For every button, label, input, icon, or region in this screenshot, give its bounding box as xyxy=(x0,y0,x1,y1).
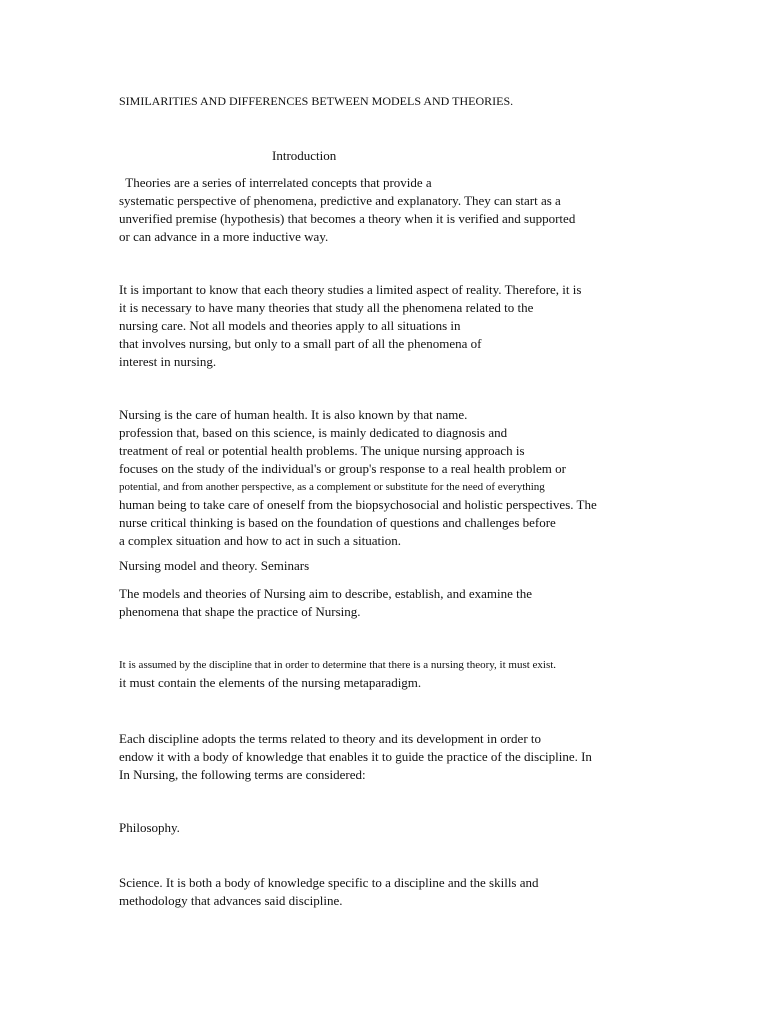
paragraph-line: The models and theories of Nursing aim to describe, establish, and examine the xyxy=(119,586,532,601)
paragraph-line: nurse critical thinking is based on the foundation of questions and challenges before xyxy=(119,515,556,530)
introduction-heading: Introduction xyxy=(272,148,337,163)
paragraph-line: focuses on the study of the individual's or group's response to a real health problem or xyxy=(119,461,566,476)
paragraph-line: Nursing is the care of human health. It is also known by that name. xyxy=(119,407,468,422)
document-title: SIMILARITIES AND DIFFERENCES BETWEEN MODELS AND THEORIES. xyxy=(119,94,514,108)
paragraph-line: Each discipline adopts the terms related to theory and its development in order to xyxy=(119,731,542,746)
paragraph-line: interest in nursing. xyxy=(119,354,217,369)
paragraph-philosophy: Philosophy. xyxy=(119,820,180,835)
paragraph-theories xyxy=(119,174,575,246)
paragraph-metaparadigm xyxy=(119,656,556,692)
paragraph-line: endow it with a body of knowledge that enables it to guide the practice of the discipline. In xyxy=(119,749,592,764)
paragraph-discipline-terms xyxy=(119,730,592,784)
paragraph-line: Theories are a series of interrelated concepts that provide a xyxy=(119,175,432,190)
paragraph-line: it is necessary to have many theories that study all the phenomena related to the xyxy=(119,300,534,315)
paragraph-line: treatment of real or potential health problems. The unique nursing approach is xyxy=(119,443,525,458)
paragraph-line: human being to take care of oneself from the biopsychosocial and holistic perspectives. The xyxy=(119,497,597,512)
paragraph-line: It is assumed by the discipline that in order to determine that there is a nursing theory, it must exist. xyxy=(119,659,557,671)
paragraph-line: methodology that advances said discipline. xyxy=(119,893,343,908)
paragraph-line: systematic perspective of phenomena, predictive and explanatory. They can start as a xyxy=(119,193,561,208)
paragraph-limited-aspect xyxy=(119,281,581,371)
paragraph-line: it must contain the elements of the nursing metaparadigm. xyxy=(119,675,422,690)
paragraph-seminars: Nursing model and theory. Seminars xyxy=(119,558,310,573)
paragraph-line: Science. It is both a body of knowledge specific to a discipline and the skills and xyxy=(119,875,539,890)
paragraph-line: nursing care. Not all models and theories apply to all situations in xyxy=(119,318,461,333)
paragraph-line: or can advance in a more inductive way. xyxy=(119,229,329,244)
paragraph-nursing-care xyxy=(119,406,597,550)
paragraph-line: potential, and from another perspective, as a complement or substitute for the need of everything xyxy=(119,481,545,493)
paragraph-line: In Nursing, the following terms are considered: xyxy=(119,767,366,782)
paragraph-line: unverified premise (hypothesis) that becomes a theory when it is verified and supported xyxy=(119,211,576,226)
paragraph-line: that involves nursing, but only to a small part of all the phenomena of xyxy=(119,336,482,351)
paragraph-line: a complex situation and how to act in such a situation. xyxy=(119,533,401,548)
paragraph-line: profession that, based on this science, is mainly dedicated to diagnosis and xyxy=(119,425,508,440)
paragraph-line: phenomena that shape the practice of Nursing. xyxy=(119,604,361,619)
paragraph-line: It is important to know that each theory studies a limited aspect of reality. Therefore, it is xyxy=(119,282,582,297)
paragraph-models-aim xyxy=(119,585,532,621)
paragraph-science xyxy=(119,874,539,910)
